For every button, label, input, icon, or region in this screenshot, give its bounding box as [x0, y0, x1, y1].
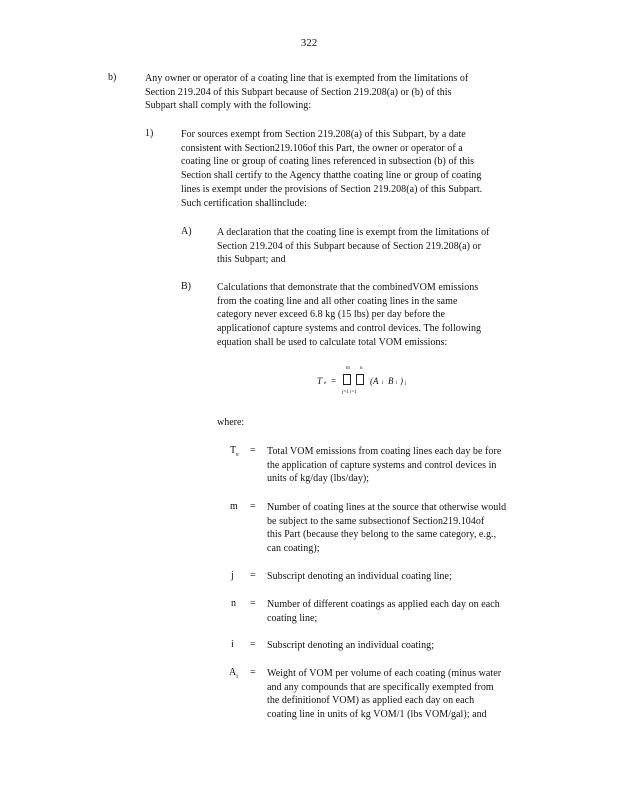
equation-body-mid: B [388, 376, 394, 386]
text-line: coating line in units of kg VOM/1 (lbs VOM/gal); and [267, 709, 487, 721]
text-line: the definitionof VOM) as applied each day on each [267, 695, 475, 707]
definition-text [267, 445, 501, 486]
text-line: this Part (because they belong to the same category, e.g., [267, 529, 497, 541]
definition-text [267, 639, 434, 653]
definition-symbol: n [231, 598, 236, 609]
equation-upper-limit-m: m [346, 366, 350, 371]
item-A-text [217, 226, 490, 267]
text-line: equation shall be used to calculate total VOM emissions: [217, 336, 448, 348]
text-line: and any compounds that are specifically exempted from [267, 681, 494, 693]
page-number: 322 [300, 37, 318, 49]
definition-text [267, 598, 500, 625]
text-line: Section 219.204 of this Subpart because of Section 219.208(a) or (b) of this [145, 86, 452, 98]
equation-upper-limit-n: n [360, 366, 363, 371]
equation-lhs-sub: e [324, 381, 327, 386]
text-line: Number of coating lines at the source that otherwise would [267, 502, 507, 513]
text-line: A declaration that the coating line is exempt from the limitations of [217, 227, 490, 238]
text-line: Weight of VOM per volume of each coating (minus water [267, 668, 502, 679]
definition-equals: = [250, 445, 256, 456]
emissions-equation [312, 366, 422, 400]
item-1-label: 1) [145, 128, 154, 139]
text-line: be subject to the same subsectionof Section219.104of [267, 515, 485, 527]
item-A-label: A) [181, 226, 192, 237]
item-1-text [181, 128, 482, 210]
definition-equals: = [250, 667, 256, 678]
definition-symbol: j [231, 570, 234, 581]
definition-symbol: m [230, 501, 238, 512]
text-line: units of kg/day (lbs/day); [267, 473, 370, 485]
text-line: Subscript denoting an individual coating; [267, 640, 435, 651]
equation-body: (A [370, 376, 379, 386]
where-label: where: [217, 417, 245, 428]
text-line: from the coating line and all other coating lines in the same [217, 295, 458, 307]
text-line: category never exceed 6.8 kg (15 lbs) per day before the [217, 309, 445, 321]
equation-body-end-sub: j [405, 381, 407, 386]
text-line: Calculations that demonstrate that the combinedVOM emissions [217, 282, 479, 293]
text-line: Any owner or operator of a coating line that is exempted from the limitations of [145, 73, 469, 84]
text-line: Subscript denoting an individual coating line; [267, 571, 452, 582]
equation-lhs: T [317, 376, 323, 386]
definition-text [267, 501, 506, 556]
text-line: coating line; [267, 612, 318, 624]
text-line: applicationof capture systems and control devices. The following [217, 323, 482, 335]
equation-lower-limits: j=1 i=1 [342, 390, 357, 395]
text-line: this Subpart; and [217, 254, 286, 266]
equation-body-end: ) [400, 376, 403, 386]
text-line: the application of capture systems and control devices in [267, 459, 497, 471]
definition-equals: = [250, 570, 256, 581]
sum-symbol-inner [356, 374, 364, 385]
text-line: Section shall certify to the Agency thatthe coating line or group of coating [181, 170, 482, 182]
item-b-label: b) [108, 72, 117, 83]
text-line: Such certification shallinclude: [181, 197, 308, 209]
text-line: Total VOM emissions from coating lines each day be fore [267, 446, 502, 457]
equation-body-sub-2: i [396, 381, 398, 386]
item-b-text [145, 72, 468, 113]
definition-symbol: $T_e$ [230, 445, 239, 458]
definition-equals: = [250, 501, 256, 512]
text-line: Section 219.204 of this Subpart because of Section 219.208(a) or [217, 240, 481, 252]
definition-symbol: i [231, 639, 234, 650]
text-line: lines is exempt under the provisions of Section 219.208(a) of this Subpart. [181, 183, 483, 195]
definition-text [267, 570, 452, 584]
item-B-text [217, 281, 481, 350]
text-line: can coating); [267, 543, 320, 555]
definition-equals: = [250, 639, 256, 650]
equation-equals: = [331, 376, 337, 386]
definition-symbol: $A_i$ [229, 667, 238, 680]
text-line: Number of different coatings as applied each day on each [267, 599, 500, 610]
text-line: For sources exempt from Section 219.208(a) of this Subpart, by a date [181, 129, 466, 140]
definition-text [267, 667, 501, 722]
text-line: Subpart shall comply with the following: [145, 100, 312, 112]
text-line: coating line or group of coating lines referenced in subsection (b) of this [181, 156, 475, 168]
equation-body-sub-1: i [382, 381, 384, 386]
item-B-label: B) [181, 281, 191, 292]
definition-equals: = [250, 598, 256, 609]
sum-symbol-outer [343, 374, 351, 385]
text-line: consistent with Section219.106of this Part, the owner or operator of a [181, 142, 463, 154]
